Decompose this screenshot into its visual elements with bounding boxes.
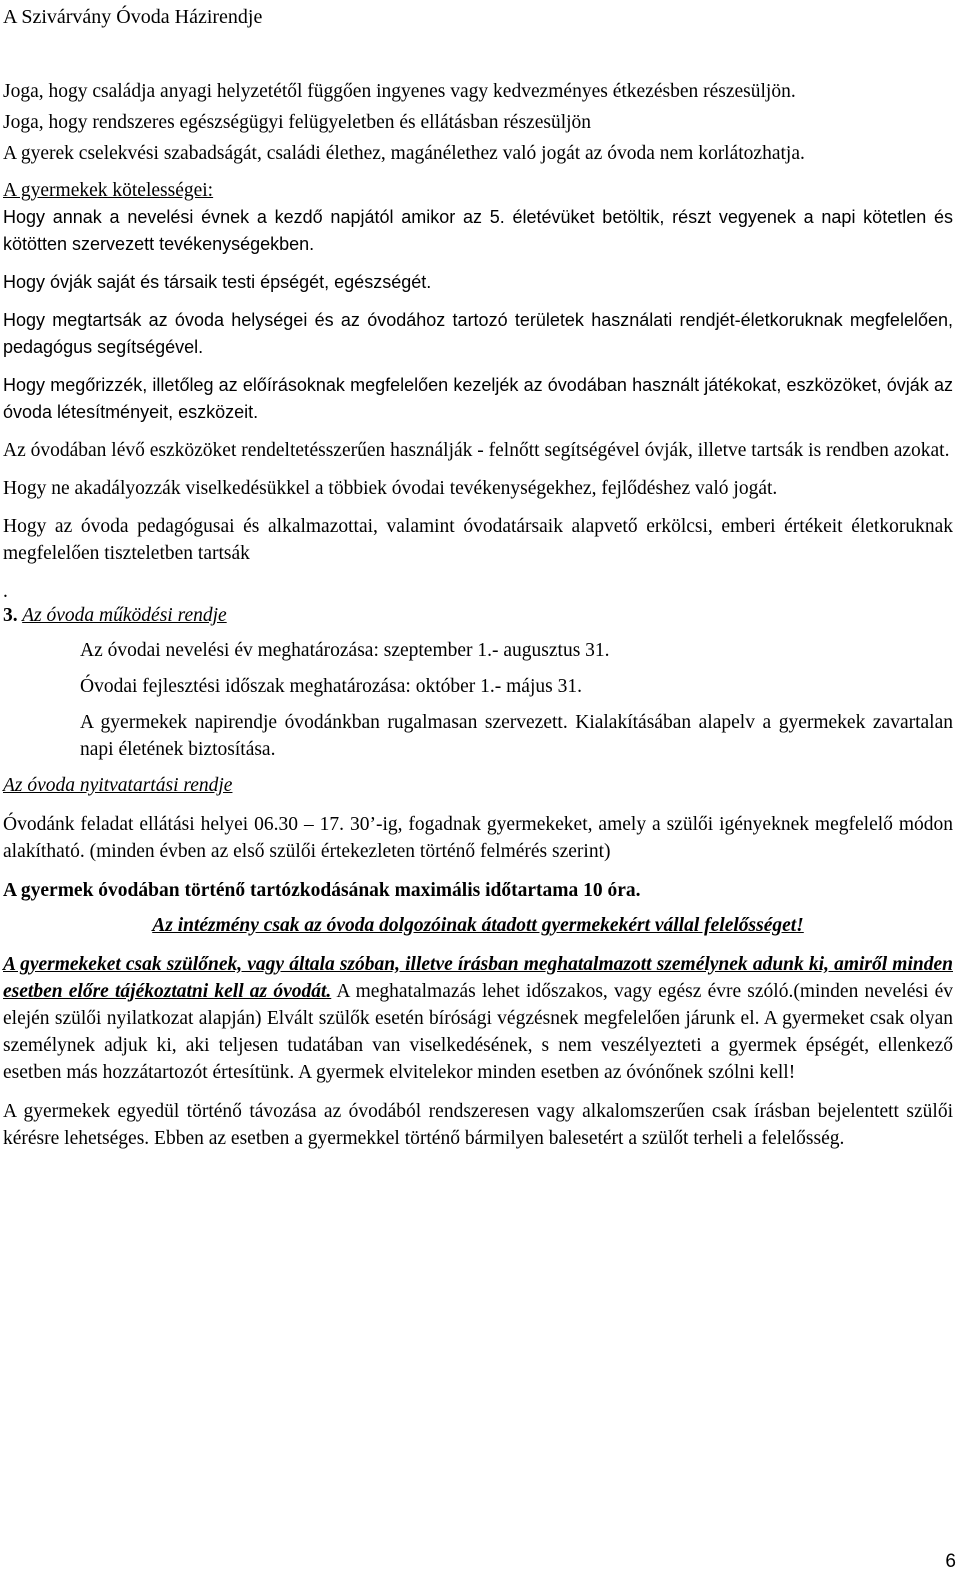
handover-paragraph bbox=[3, 951, 953, 1086]
list-item: Hogy megtartsák az óvoda helységei és az óvodához tartozó területek használati rendjét-életkoruknak megfelelően, pedagógus segítségével. bbox=[3, 307, 953, 361]
list-item: Joga, hogy rendszeres egészségügyi felügyeletben és ellátásban részesüljön bbox=[3, 109, 953, 136]
school-year-line: Az óvodai nevelési év meghatározása: szeptember 1.- augusztus 31. bbox=[80, 640, 610, 661]
list-item: Hogy óvják saját és társaik testi épségét, egészségét. bbox=[3, 269, 953, 296]
list-item: Az óvodában lévő eszközöket rendeltetésszerűen használják - felnőtt segítségével óvják, illetve tartsák is rendben azokat. bbox=[3, 437, 953, 464]
duties-heading: A gyermekek kötelességei: bbox=[3, 180, 214, 201]
trailing-dot: . bbox=[3, 581, 8, 602]
leaving-alone-paragraph: A gyermekek egyedül történő távozása az óvodából rendszeresen vagy alkalomszerűen csak írásban bejelentett szülői kérésre lehetséges. Ebben az esetben a gyermekkel történő bármilyen balesetért a szülőt terheli a felelősség. bbox=[3, 1101, 953, 1149]
list-item: Hogy ne akadályozzák viselkedésükkel a többiek óvodai tevékenységekhez, fejlődéshez való jogát. bbox=[3, 475, 953, 502]
handover-emphasis: A gyermekeket csak szülőnek, vagy általa szóban, illetve írásban meghatalmazott személynek adunk ki, amiről minden esetben előre tájékoztatni kell az óvodát. bbox=[3, 954, 953, 1002]
responsibility-text: Az intézmény csak az óvoda dolgozóinak átadott gyermekekért vállal felelősséget! bbox=[152, 915, 804, 936]
development-period-line: Óvodai fejlesztési időszak meghatározása: október 1.- május 31. bbox=[80, 676, 582, 697]
handover-rest: A meghatalmazás lehet időszakos, vagy egész évre szóló.(minden nevelési év elején szülői nyilatkozat alapján) Elvált szülők esetén bírósági végzésnek megfelelően járunk el. A gyermeket csak olyan személynek adjuk ki, aki teljesen tudatában van viselkedésének, s nem veszélyezteti a gyermek épségét, ellenkező esetben más hozzátartozót értesítünk. A gyermek elvitelekor minden esetben az óvónőnek szólni kell! bbox=[3, 981, 953, 1083]
section-3-heading bbox=[3, 602, 953, 629]
document-body bbox=[3, 78, 953, 1152]
section-title: Az óvoda működési rendje bbox=[22, 605, 227, 626]
duties-list bbox=[3, 204, 953, 567]
list-item: Hogy az óvoda pedagógusai és alkalmazottai, valamint óvodatársaik alapvető erkölcsi, emberi értékeit életkoruknak megfelelően tiszteletben tartsák bbox=[3, 513, 953, 567]
max-stay-text: A gyermek óvodában történő tartózkodásának maximális időtartama 10 óra. bbox=[3, 880, 641, 901]
daily-schedule-text: A gyermekek napirendje óvodánkban rugalmasan szervezett. Kialakításában alapelv a gyermekek zavartalan napi életének biztosítása. bbox=[80, 712, 953, 760]
section-number: 3. bbox=[3, 605, 18, 626]
opening-hours-text: Óvodánk feladat ellátási helyei 06.30 – 17. 30’-ig, fogadnak gyermekeket, amely a szülői igényeknek megfelelő módon alakítható. (minden évben az első szülői értekezleten történő felmérés szerint) bbox=[3, 814, 953, 862]
list-item: Joga, hogy családja anyagi helyzetétől függően ingyenes vagy kedvezményes étkezésben részesüljön. bbox=[3, 78, 953, 105]
section-3-content bbox=[80, 637, 953, 763]
list-item: Hogy megőrizzék, illetőleg az előírásoknak megfelelően kezeljék az óvodában használt játékokat, eszközöket, óvják az óvoda létesítményeit, eszközeit. bbox=[3, 372, 953, 426]
opening-hours-heading: Az óvoda nyitvatartási rendje bbox=[3, 775, 233, 796]
list-item: A gyerek cselekvési szabadságát, családi élethez, magánélethez való jogát az óvoda nem korlátozhatja. bbox=[3, 140, 953, 167]
document-header: A Szivárvány Óvoda Házirendje bbox=[3, 6, 263, 28]
list-item: Hogy annak a nevelési évnek a kezdő napjától amikor az 5. életévüket betöltik, részt vegyenek a napi kötetlen és kötötten szervezett tevékenységekben. bbox=[3, 204, 953, 258]
rights-list bbox=[3, 78, 953, 167]
page-number: 6 bbox=[945, 1551, 956, 1572]
